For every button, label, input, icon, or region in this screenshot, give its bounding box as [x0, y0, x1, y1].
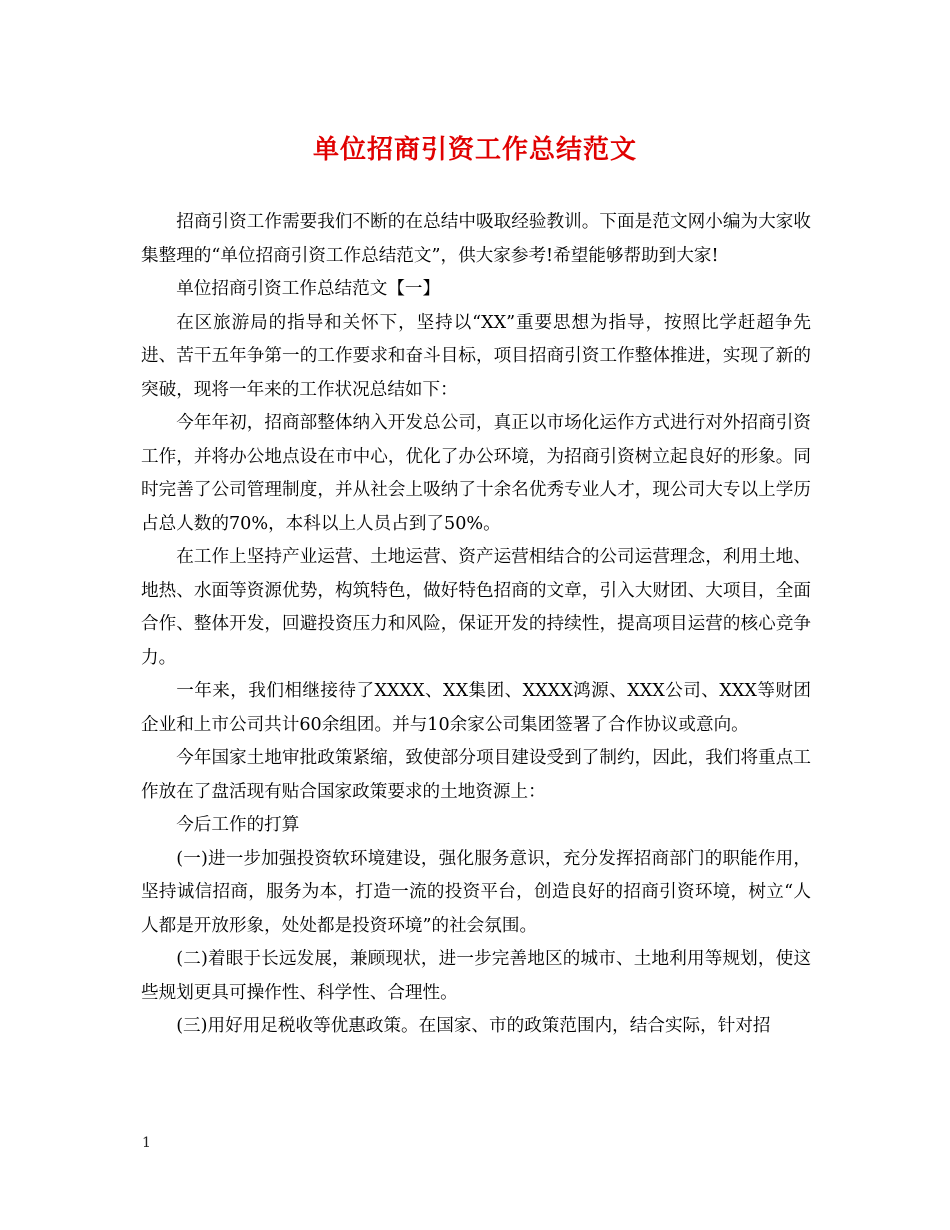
body-paragraph: 今年国家土地审批政策紧缩，致使部分项目建设受到了制约，因此，我们将重点工作放在了盘活现有贴合国家政策要求的土地资源上：: [141, 748, 811, 802]
body-paragraph: 今年年初，招商部整体纳入开发总公司，真正以市场化运作方式进行对外招商引资工作，并将办公地点设在市中心，优化了办公环境，为招商引资树立起良好的形象。同时完善了公司管理制度，并从社会上吸纳了十余名优秀专业人才，现公司大专以上学历占总人数的70%，本科以上人员占到了50%。: [141, 413, 811, 534]
body-paragraph: 在区旅游局的指导和关怀下，坚持以“XX”重要思想为指导，按照比学赶超争先进、苦干五年争第一的工作要求和奋斗目标，项目招商引资工作整体推进，实现了新的突破，现将一年来的工作状况总结如下：: [141, 312, 811, 400]
subsection-heading: 今后工作的打算: [176, 815, 300, 835]
body-paragraph: 一年来，我们相继接待了XXXX、XX集团、XXXX鸿源、XXX公司、XXX等财团企业和上市公司共计60余组团。并与10余家公司集团签署了合作协议或意向。: [141, 681, 811, 735]
intro-paragraph: 招商引资工作需要我们不断的在总结中吸取经验教训。下面是范文网小编为大家收集整理的“单位招商引资工作总结范文”，供大家参考!希望能够帮助到大家!: [141, 212, 811, 266]
section-heading: 单位招商引资工作总结范文【一】: [176, 279, 441, 299]
body-paragraph: 在工作上坚持产业运营、土地运营、资产运营相结合的公司运营理念，利用土地、地热、水面等资源优势，构筑特色，做好特色招商的文章，引入大财团、大项目，全面合作、整体开发，回避投资压力和风险，保证开发的持续性，提高项目运营的核心竞争力。: [141, 547, 811, 668]
document-body: [141, 206, 811, 1044]
plan-item: (二)着眼于长远发展，兼顾现状，进一步完善地区的城市、土地利用等规划，使这些规划更具可操作性、科学性、合理性。: [141, 949, 811, 1003]
plan-item: (一)进一步加强投资软环境建设，强化服务意识，充分发挥招商部门的职能作用，坚持诚信招商，服务为本，打造一流的投资平台，创造良好的招商引资环境，树立“人人都是开放形象，处处都是投资环境”的社会氛围。: [141, 848, 811, 936]
document-title: 单位招商引资工作总结范文: [312, 135, 637, 165]
plan-item: (三)用好用足税收等优惠政策。在国家、市的政策范围内，结合实际，针对招: [176, 1016, 771, 1036]
page-number: 1: [142, 1135, 151, 1151]
